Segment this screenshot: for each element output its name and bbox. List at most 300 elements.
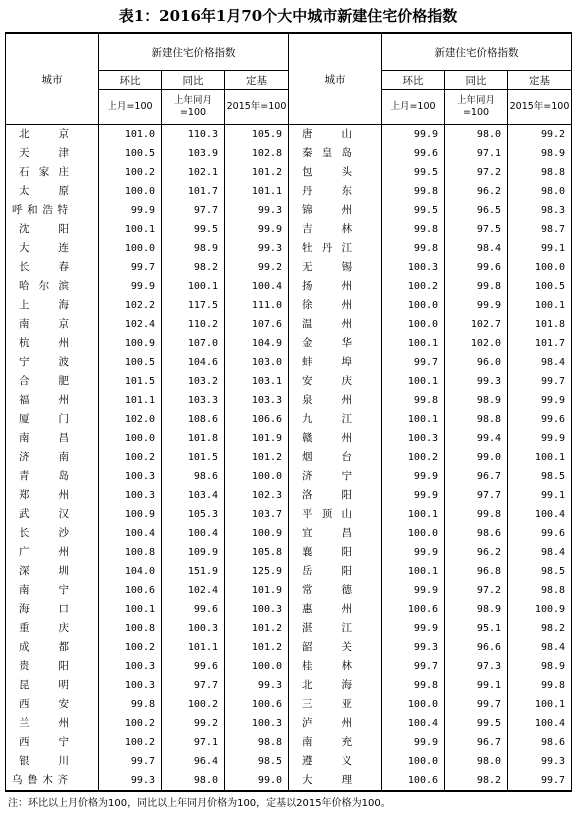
mom-value-right: 99.8 (382, 220, 445, 239)
city-name-right: 赣州 (289, 429, 382, 448)
city-name-left: 乌鲁木齐 (6, 771, 99, 791)
city-name-left: 宁波 (6, 353, 99, 372)
city-name-left: 青岛 (6, 467, 99, 486)
table-row (6, 562, 572, 581)
city-name-right: 安庆 (289, 372, 382, 391)
mom-value-right: 99.8 (382, 182, 445, 201)
city-name-left: 南昌 (6, 429, 99, 448)
base-value-right: 99.9 (508, 391, 572, 410)
city-name-left: 北京 (6, 125, 99, 145)
base-value-left: 99.3 (225, 201, 289, 220)
yoy-value-right: 97.1 (445, 144, 508, 163)
table-row (6, 619, 572, 638)
base-value-left: 100.0 (225, 467, 289, 486)
yoy-value-left: 100.4 (162, 524, 225, 543)
yoy-value-left: 107.0 (162, 334, 225, 353)
yoy-subheader-left: 上年同月=100 (162, 90, 225, 125)
yoy-header-right: 同比 (445, 71, 508, 90)
mom-subheader-right: 上月=100 (382, 90, 445, 125)
city-name-right: 常德 (289, 581, 382, 600)
yoy-value-left: 97.7 (162, 676, 225, 695)
mom-value-right: 99.9 (382, 125, 445, 145)
mom-value-right: 100.4 (382, 714, 445, 733)
city-name-right: 扬州 (289, 277, 382, 296)
mom-value-right: 99.9 (382, 543, 445, 562)
yoy-value-left: 96.4 (162, 752, 225, 771)
city-name-left: 长春 (6, 258, 99, 277)
yoy-value-left: 102.1 (162, 163, 225, 182)
base-value-right: 99.2 (508, 125, 572, 145)
yoy-value-right: 99.7 (445, 695, 508, 714)
mom-value-left: 99.7 (99, 258, 162, 277)
yoy-value-right: 96.2 (445, 543, 508, 562)
base-value-left: 101.1 (225, 182, 289, 201)
yoy-value-right: 96.7 (445, 733, 508, 752)
city-name-right: 包头 (289, 163, 382, 182)
city-name-left: 兰州 (6, 714, 99, 733)
base-value-right: 98.0 (508, 182, 572, 201)
base-value-right: 100.4 (508, 505, 572, 524)
yoy-value-right: 98.8 (445, 410, 508, 429)
yoy-value-left: 101.1 (162, 638, 225, 657)
yoy-value-left: 101.5 (162, 448, 225, 467)
mom-value-left: 99.9 (99, 201, 162, 220)
mom-header-left: 环比 (99, 71, 162, 90)
table-row (6, 600, 572, 619)
city-name-right: 宜昌 (289, 524, 382, 543)
mom-value-left: 100.6 (99, 581, 162, 600)
base-value-left: 99.3 (225, 239, 289, 258)
city-name-left: 哈尔滨 (6, 277, 99, 296)
yoy-value-right: 99.8 (445, 277, 508, 296)
mom-value-right: 100.3 (382, 258, 445, 277)
yoy-value-left: 97.1 (162, 733, 225, 752)
mom-value-left: 101.0 (99, 125, 162, 145)
mom-value-left: 100.8 (99, 543, 162, 562)
yoy-value-left: 117.5 (162, 296, 225, 315)
base-value-right: 100.1 (508, 448, 572, 467)
yoy-value-left: 103.4 (162, 486, 225, 505)
base-header-right: 定基 (508, 71, 572, 90)
base-value-right: 99.3 (508, 752, 572, 771)
base-value-right: 98.4 (508, 638, 572, 657)
mom-value-right: 99.7 (382, 353, 445, 372)
base-value-left: 99.3 (225, 676, 289, 695)
yoy-value-left: 98.6 (162, 467, 225, 486)
mom-value-right: 99.8 (382, 239, 445, 258)
yoy-value-right: 98.2 (445, 771, 508, 791)
table-row (6, 429, 572, 448)
yoy-value-right: 99.8 (445, 505, 508, 524)
base-value-right: 98.8 (508, 581, 572, 600)
base-value-right: 98.8 (508, 163, 572, 182)
yoy-value-right: 96.2 (445, 182, 508, 201)
city-name-right: 济宁 (289, 467, 382, 486)
base-value-right: 100.0 (508, 258, 572, 277)
city-name-left: 郑州 (6, 486, 99, 505)
city-name-left: 杭州 (6, 334, 99, 353)
city-name-left: 长沙 (6, 524, 99, 543)
table-row (6, 733, 572, 752)
city-name-right: 北海 (289, 676, 382, 695)
table-row (6, 125, 572, 145)
base-value-left: 99.2 (225, 258, 289, 277)
mom-value-right: 99.9 (382, 733, 445, 752)
base-value-right: 98.5 (508, 467, 572, 486)
base-value-left: 125.9 (225, 562, 289, 581)
base-value-right: 98.2 (508, 619, 572, 638)
yoy-value-right: 98.0 (445, 125, 508, 145)
mom-value-left: 100.2 (99, 733, 162, 752)
yoy-value-left: 100.3 (162, 619, 225, 638)
city-name-left: 西安 (6, 695, 99, 714)
yoy-value-right: 98.6 (445, 524, 508, 543)
city-name-right: 金华 (289, 334, 382, 353)
base-value-right: 100.1 (508, 695, 572, 714)
base-value-right: 98.7 (508, 220, 572, 239)
table-row (6, 714, 572, 733)
yoy-value-right: 96.6 (445, 638, 508, 657)
base-value-right: 98.5 (508, 562, 572, 581)
table-title: 表1：2016年1月70个大中城市新建住宅价格指数 (118, 7, 458, 25)
table-row (6, 391, 572, 410)
yoy-value-left: 103.2 (162, 372, 225, 391)
mom-value-right: 99.5 (382, 163, 445, 182)
yoy-value-right: 102.7 (445, 315, 508, 334)
base-value-right: 98.3 (508, 201, 572, 220)
yoy-value-right: 96.0 (445, 353, 508, 372)
yoy-value-left: 104.6 (162, 353, 225, 372)
yoy-value-left: 97.7 (162, 201, 225, 220)
base-value-right: 98.4 (508, 543, 572, 562)
yoy-value-left: 103.3 (162, 391, 225, 410)
city-name-left: 福州 (6, 391, 99, 410)
base-value-left: 103.0 (225, 353, 289, 372)
yoy-value-left: 151.9 (162, 562, 225, 581)
mom-value-right: 100.2 (382, 277, 445, 296)
city-name-right: 南充 (289, 733, 382, 752)
mom-value-right: 99.8 (382, 391, 445, 410)
base-value-right: 98.9 (508, 144, 572, 163)
mom-value-right: 100.1 (382, 562, 445, 581)
city-name-right: 蚌埠 (289, 353, 382, 372)
base-value-right: 101.8 (508, 315, 572, 334)
base-value-left: 111.0 (225, 296, 289, 315)
city-name-right: 韶关 (289, 638, 382, 657)
base-value-right: 101.7 (508, 334, 572, 353)
base-value-left: 101.2 (225, 448, 289, 467)
city-name-left: 广州 (6, 543, 99, 562)
yoy-value-left: 101.8 (162, 429, 225, 448)
base-subheader-right: 2015年=100 (508, 90, 572, 125)
yoy-value-left: 103.9 (162, 144, 225, 163)
base-value-left: 100.0 (225, 657, 289, 676)
mom-value-left: 100.5 (99, 353, 162, 372)
table-row (6, 277, 572, 296)
city-name-right: 丹东 (289, 182, 382, 201)
table-row (6, 638, 572, 657)
yoy-value-right: 99.1 (445, 676, 508, 695)
base-value-left: 101.9 (225, 581, 289, 600)
mom-value-right: 100.0 (382, 695, 445, 714)
mom-value-right: 100.6 (382, 600, 445, 619)
base-value-left: 104.9 (225, 334, 289, 353)
base-value-left: 105.8 (225, 543, 289, 562)
mom-value-right: 99.3 (382, 638, 445, 657)
mom-value-right: 99.8 (382, 676, 445, 695)
yoy-value-left: 101.7 (162, 182, 225, 201)
base-value-left: 100.9 (225, 524, 289, 543)
group-header-right: 新建住宅价格指数 (382, 33, 572, 71)
yoy-value-left: 99.6 (162, 657, 225, 676)
yoy-value-right: 98.0 (445, 752, 508, 771)
mom-value-right: 99.9 (382, 467, 445, 486)
yoy-value-left: 99.6 (162, 600, 225, 619)
base-value-right: 99.6 (508, 410, 572, 429)
mom-value-right: 99.9 (382, 486, 445, 505)
mom-value-left: 101.5 (99, 372, 162, 391)
mom-value-right: 100.1 (382, 410, 445, 429)
mom-value-right: 100.0 (382, 524, 445, 543)
yoy-value-left: 98.9 (162, 239, 225, 258)
city-name-right: 牡丹江 (289, 239, 382, 258)
table-row (6, 524, 572, 543)
base-value-left: 101.9 (225, 429, 289, 448)
yoy-value-right: 96.7 (445, 467, 508, 486)
table-row (6, 467, 572, 486)
base-value-left: 101.2 (225, 619, 289, 638)
city-name-right: 吉林 (289, 220, 382, 239)
base-value-right: 99.1 (508, 486, 572, 505)
city-header-right: 城市 (289, 33, 382, 125)
city-name-right: 温州 (289, 315, 382, 334)
base-value-right: 100.4 (508, 714, 572, 733)
group-header-left: 新建住宅价格指数 (99, 33, 289, 71)
city-name-right: 三亚 (289, 695, 382, 714)
city-name-left: 济南 (6, 448, 99, 467)
yoy-value-left: 108.6 (162, 410, 225, 429)
yoy-header-left: 同比 (162, 71, 225, 90)
table-row (6, 353, 572, 372)
yoy-value-right: 99.0 (445, 448, 508, 467)
table-row (6, 334, 572, 353)
yoy-value-left: 100.1 (162, 277, 225, 296)
table-row (6, 695, 572, 714)
yoy-value-right: 98.4 (445, 239, 508, 258)
city-name-right: 泸州 (289, 714, 382, 733)
mom-value-left: 102.0 (99, 410, 162, 429)
city-name-right: 泉州 (289, 391, 382, 410)
mom-value-left: 99.3 (99, 771, 162, 791)
mom-value-left: 100.3 (99, 676, 162, 695)
table-row (6, 201, 572, 220)
base-value-left: 100.6 (225, 695, 289, 714)
base-value-left: 103.1 (225, 372, 289, 391)
city-name-right: 九江 (289, 410, 382, 429)
mom-value-left: 100.1 (99, 600, 162, 619)
city-name-left: 成都 (6, 638, 99, 657)
city-name-right: 唐山 (289, 125, 382, 145)
base-value-left: 107.6 (225, 315, 289, 334)
mom-value-left: 100.0 (99, 429, 162, 448)
mom-value-left: 100.5 (99, 144, 162, 163)
base-value-left: 98.5 (225, 752, 289, 771)
base-header-left: 定基 (225, 71, 289, 90)
mom-value-right: 99.6 (382, 144, 445, 163)
base-value-left: 100.3 (225, 714, 289, 733)
mom-value-left: 102.4 (99, 315, 162, 334)
table-row (6, 239, 572, 258)
mom-value-right: 100.1 (382, 372, 445, 391)
mom-value-left: 100.4 (99, 524, 162, 543)
city-name-left: 南京 (6, 315, 99, 334)
yoy-value-right: 95.1 (445, 619, 508, 638)
base-value-right: 99.7 (508, 771, 572, 791)
yoy-value-right: 102.0 (445, 334, 508, 353)
base-value-right: 99.6 (508, 524, 572, 543)
base-value-right: 99.7 (508, 372, 572, 391)
table-row (6, 372, 572, 391)
table-row (6, 144, 572, 163)
city-name-left: 银川 (6, 752, 99, 771)
base-value-left: 106.6 (225, 410, 289, 429)
yoy-value-right: 97.7 (445, 486, 508, 505)
table-row (6, 657, 572, 676)
mom-value-left: 104.0 (99, 562, 162, 581)
base-value-right: 100.5 (508, 277, 572, 296)
yoy-value-left: 110.3 (162, 125, 225, 145)
city-name-left: 武汉 (6, 505, 99, 524)
city-name-left: 太原 (6, 182, 99, 201)
mom-value-left: 100.3 (99, 657, 162, 676)
mom-value-right: 100.0 (382, 752, 445, 771)
yoy-value-right: 97.2 (445, 163, 508, 182)
table-body (6, 125, 572, 792)
city-name-left: 沈阳 (6, 220, 99, 239)
city-name-left: 大连 (6, 239, 99, 258)
base-value-right: 98.6 (508, 733, 572, 752)
yoy-value-right: 97.3 (445, 657, 508, 676)
yoy-value-right: 99.5 (445, 714, 508, 733)
base-value-left: 103.3 (225, 391, 289, 410)
base-value-left: 100.4 (225, 277, 289, 296)
city-name-left: 西宁 (6, 733, 99, 752)
table-row (6, 410, 572, 429)
city-name-right: 秦皇岛 (289, 144, 382, 163)
city-name-right: 烟台 (289, 448, 382, 467)
city-name-right: 湛江 (289, 619, 382, 638)
mom-value-left: 99.9 (99, 277, 162, 296)
base-value-left: 99.0 (225, 771, 289, 791)
base-value-left: 102.3 (225, 486, 289, 505)
yoy-value-right: 97.5 (445, 220, 508, 239)
city-name-left: 南宁 (6, 581, 99, 600)
yoy-value-left: 98.2 (162, 258, 225, 277)
mom-subheader-left: 上月=100 (99, 90, 162, 125)
base-value-left: 101.2 (225, 638, 289, 657)
mom-value-left: 100.3 (99, 486, 162, 505)
city-name-right: 襄阳 (289, 543, 382, 562)
mom-value-right: 100.0 (382, 315, 445, 334)
table-row (6, 752, 572, 771)
mom-value-right: 99.5 (382, 201, 445, 220)
yoy-value-left: 102.4 (162, 581, 225, 600)
yoy-value-right: 99.4 (445, 429, 508, 448)
table-row (6, 505, 572, 524)
base-value-left: 105.9 (225, 125, 289, 145)
city-name-right: 锦州 (289, 201, 382, 220)
base-value-left: 98.8 (225, 733, 289, 752)
yoy-value-right: 98.9 (445, 391, 508, 410)
city-name-left: 合肥 (6, 372, 99, 391)
mom-value-right: 100.0 (382, 296, 445, 315)
base-value-left: 101.2 (225, 163, 289, 182)
mom-value-left: 100.9 (99, 334, 162, 353)
city-name-left: 重庆 (6, 619, 99, 638)
yoy-value-left: 100.2 (162, 695, 225, 714)
mom-value-left: 102.2 (99, 296, 162, 315)
table-row (6, 448, 572, 467)
yoy-value-right: 99.3 (445, 372, 508, 391)
mom-value-left: 100.8 (99, 619, 162, 638)
yoy-value-right: 99.9 (445, 296, 508, 315)
table-row (6, 543, 572, 562)
yoy-value-left: 99.2 (162, 714, 225, 733)
table-row (6, 296, 572, 315)
mom-value-left: 100.2 (99, 638, 162, 657)
base-subheader-left: 2015年=100 (225, 90, 289, 125)
table-row (6, 315, 572, 334)
base-value-left: 102.8 (225, 144, 289, 163)
city-name-left: 贵阳 (6, 657, 99, 676)
base-value-left: 99.9 (225, 220, 289, 239)
city-name-left: 石家庄 (6, 163, 99, 182)
base-value-right: 99.8 (508, 676, 572, 695)
yoy-value-left: 99.5 (162, 220, 225, 239)
city-name-right: 岳阳 (289, 562, 382, 581)
city-name-left: 厦门 (6, 410, 99, 429)
yoy-value-right: 99.6 (445, 258, 508, 277)
city-name-right: 洛阳 (289, 486, 382, 505)
mom-value-right: 100.2 (382, 448, 445, 467)
mom-value-right: 99.9 (382, 619, 445, 638)
base-value-right: 98.9 (508, 657, 572, 676)
table-row (6, 676, 572, 695)
mom-value-right: 99.7 (382, 657, 445, 676)
base-value-right: 99.1 (508, 239, 572, 258)
mom-value-left: 101.1 (99, 391, 162, 410)
table-row (6, 581, 572, 600)
table-row (6, 486, 572, 505)
city-name-right: 无锡 (289, 258, 382, 277)
mom-value-right: 99.9 (382, 581, 445, 600)
mom-header-right: 环比 (382, 71, 445, 90)
city-header-left: 城市 (6, 33, 99, 125)
price-index-table (5, 32, 572, 792)
base-value-right: 99.9 (508, 429, 572, 448)
yoy-subheader-right: 上年同月=100 (445, 90, 508, 125)
mom-value-left: 100.3 (99, 467, 162, 486)
city-name-right: 惠州 (289, 600, 382, 619)
table-row (6, 771, 572, 791)
mom-value-left: 100.1 (99, 220, 162, 239)
yoy-value-left: 105.3 (162, 505, 225, 524)
city-name-left: 海口 (6, 600, 99, 619)
city-name-left: 上海 (6, 296, 99, 315)
base-value-right: 100.9 (508, 600, 572, 619)
table-row (6, 182, 572, 201)
yoy-value-left: 110.2 (162, 315, 225, 334)
